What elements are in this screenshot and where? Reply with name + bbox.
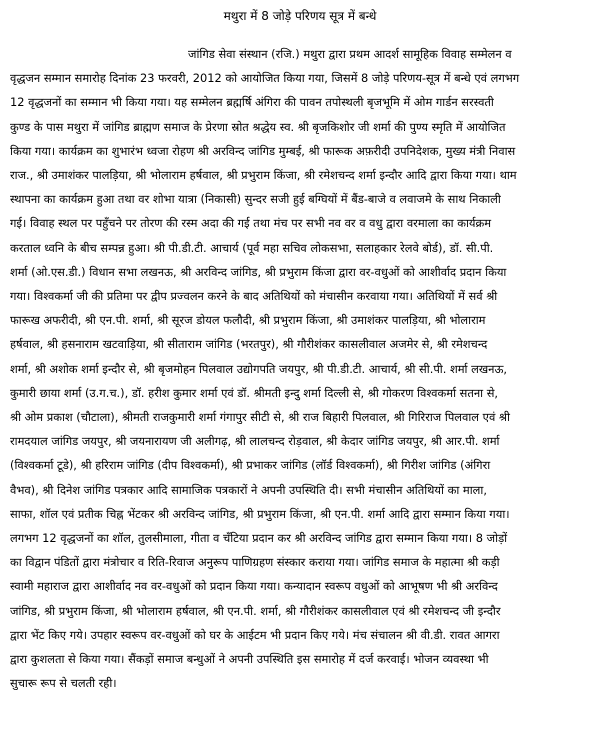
body-line: वृद्धजन सम्मान समारोह दिनांक 23 फरवरी, 2012 को आयोजित किया गया, जिसमें 8 जोड़े परिणय-सूत्र में बन्धे एवं लगभग: [10, 71, 520, 86]
body-line: स्वामी महाराज द्वारा आशीर्वाद नव वर-वधुओं को प्रदान किया गया। कन्यादान स्वरूप वधुओं को आभूषण भी श्री अरविन्द: [10, 579, 498, 594]
body-line: फारूख अफरीदी, श्री एन.पी. शर्मा, श्री सूरज डोयल फलौदी, श्री प्रभुराम किंजा, श्री उमाशंकर पालड़िया, श्री भोलाराम: [10, 313, 486, 328]
body-line: वैभव), श्री दिनेश जांगिड पत्रकार आदि सामाजिक पत्रकारों ने अपनी उपस्थिति दी। सभी मंचासीन अतिथियों का माला,: [10, 482, 487, 497]
body-line: गई। विवाह स्थल पर पहुँचने पर तोरण की रस्म अदा की गई तथा मंच पर सभी नव वर व वधु द्वारा वरमाला का कार्यक्रम: [10, 216, 492, 231]
body-line: (विश्वकर्मा टूडे), श्री हरिराम जांगिड (दीप विश्वकर्मा), श्री प्रभाकर जांगिड (लॉर्ड विश्वकर्मा), श्री गिरीश जांगिड (अंगिरा: [10, 458, 491, 473]
body-line: जांगिड सेवा संस्थान (रजि.) मथुरा द्वारा प्रथम आदर्श सामूहिक विवाह सम्मेलन व: [188, 47, 512, 61]
body-line: करताल ध्वनि के बीच सम्पन्न हुआ। श्री पी.डी.टी. आचार्य (पूर्व महा सचिव लोकसभा, सलाहकार रेलवे बोर्ड), डॉ. सी.पी.: [10, 240, 494, 255]
body-line: रामदयाल जांगिड जयपुर, श्री जयनारायण जी अलीगढ़, श्री लालचन्द रोड़वाल, श्री केदार जांगिड जयपुर, श्री आर.पी. शर्मा: [10, 434, 500, 449]
article-title: मथुरा में 8 जोड़े परिणय सूत्र में बन्धे: [223, 9, 377, 23]
article-body: [10, 42, 590, 695]
body-line: कुण्ड के पास मथुरा में जांगिड ब्राह्मण समाज के प्रेरणा स्रोत श्रद्धेय स्व. श्री बृजकिशोर जी शर्मा की पुण्य स्मृति में आयोजित: [10, 119, 506, 134]
body-line: श्री ओम प्रकाश (चौटाला), श्रीमती राजकुमारी शर्मा गंगापुर सीटी से, श्री राज बिहारी पिलवाल, श्री गिरिराज पिलवाल एवं श्री: [10, 410, 510, 425]
body-line: सुचारू रूप से चलती रही।: [10, 676, 117, 691]
body-line: का विद्वान पंडितों द्वारा मंत्रोचार व रिति-रिवाज अनुरूप पाणिग्रहण संस्कार कराया गया। जांगिड समाज के महात्मा श्री कड़ी: [10, 555, 500, 570]
body-line: शर्मा, श्री अशोक शर्मा इन्दौर से, श्री बृजमोहन पिलवाल उद्योगपति जयपुर, श्री पी.डी.टी. आचार्य, श्री सी.पी. शर्मा लखनऊ,: [10, 361, 508, 376]
body-line: राज., श्री उमाशंकर पालड़िया, श्री भोलाराम हर्षवाल, श्री प्रभुराम किंजा, श्री रमेशचन्द शर्मा इन्दौर आदि द्वारा किया गया। थाम: [10, 168, 517, 183]
body-line: 12 वृद्धजनों का सम्मान भी किया गया। यह सम्मेलन ब्रह्मर्षि अंगिरा की पावन तपोस्थली बृजभूमि में ओम गार्डन सरस्वती: [10, 95, 494, 110]
body-line: द्वारा भेंट किए गये। उपहार स्वरूप वर-वधुओं को घर के आईटम भी प्रदान किए गये। मंच संचालन श्री वी.डी. रावत आगरा: [10, 627, 500, 642]
body-line: किया गया। कार्यक्रम का शुभारंभ ध्वजा रोहण श्री अरविन्द जांगिड मुम्बई, श्री फारूक अफ़रीदी उपनिदेशक, मुख्य मंत्री निवास: [10, 143, 516, 158]
body-line: जांगिड, श्री प्रभुराम किंजा, श्री भोलाराम हर्षवाल, श्री एन.पी. शर्मा, श्री गौरीशंकर कासलीवाल एवं श्री रमेशचन्द जी इन्दौर: [10, 603, 501, 618]
body-line: द्वारा कुशलता से किया गया। सैंकड़ों समाज बन्धुओं ने अपनी उपस्थिति इस समारोह में दर्ज करवाई। भोजन व्यवस्था भी: [10, 652, 489, 667]
body-line: स्थापना का कार्यक्रम हुआ तथा वर शोभा यात्रा (निकासी) सुन्दर सजी हुई बग्घियों में बैंड-बाजे व लवाजमे के साथ निकाली: [10, 192, 501, 207]
body-line: गया। विश्वकर्मा जी की प्रतिमा पर द्वीप प्रज्वलन करने के बाद अतिथियों को मंचासीन करवाया गया। अतिथियों में सर्व श्री: [10, 289, 498, 304]
body-line: लगभग 12 वृद्धजनों का शॉल, तुलसीमाला, गीता व चँटिया प्रदान कर श्री अरविन्द जांगिड द्वारा सम्मान किया गया। 8 जोड़ों: [10, 531, 508, 546]
body-line: हर्षवाल, श्री हसनाराम खटवाड़िया, श्री सीताराम जांगिड (भरतपुर), श्री गौरीशंकर कासलीवाल अजमेर से, श्री रमेशचन्द: [10, 337, 488, 352]
body-line: साफा, शॉल एवं प्रतीक चिह्न भेंटकर श्री अरविन्द जांगिड, श्री प्रभुराम किंजा, श्री एन.पी. शर्मा आदि द्वारा सम्मान किया गया।: [10, 506, 510, 521]
body-line: कुमारी छाया शर्मा (उ.ग.च.), डॉ. हरीश कुमार शर्मा एवं डॉ. श्रीमती इन्दु शर्मा दिल्ली से, श्री गोकरण विश्वकर्मा सतना से,: [10, 385, 499, 400]
body-line: शर्मा (ओ.एस.डी.) विधान सभा लखनऊ, श्री अरविन्द जांगिड, श्री प्रभुराम किंजा द्वारा वर-वधुओं को आशीर्वाद प्रदान किया: [10, 264, 507, 279]
